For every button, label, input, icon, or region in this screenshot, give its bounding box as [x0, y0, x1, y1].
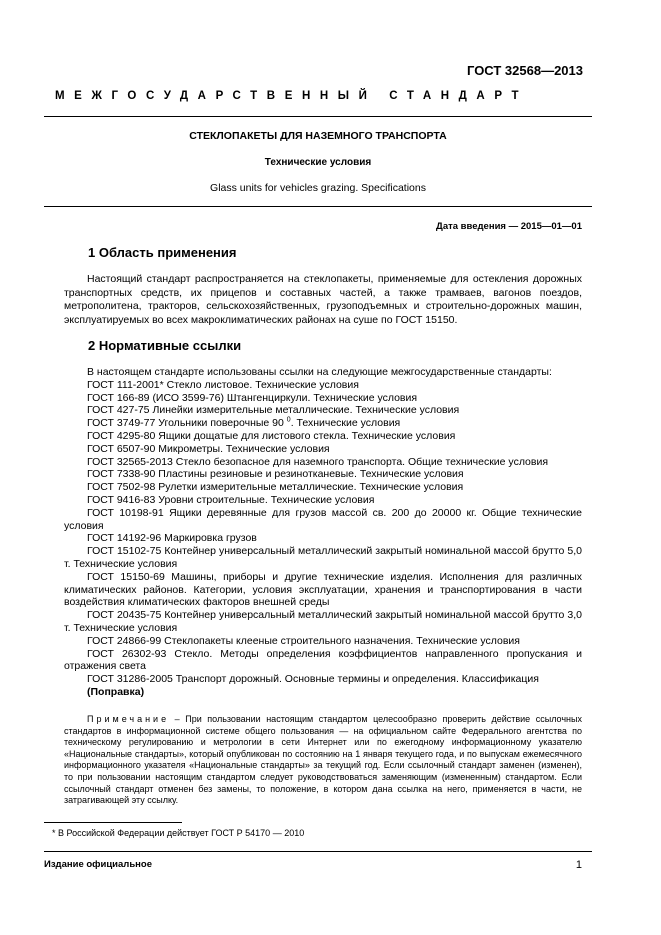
reference-item: ГОСТ 166-89 (ИСО 3599-76) Штангенциркули. Технические условия: [87, 391, 418, 404]
section-2-heading: 2 Нормативные ссылки: [88, 338, 242, 353]
note-block: [64, 714, 582, 807]
reference-item: ГОСТ 6507-90 Микрометры. Технические условия: [87, 442, 330, 455]
standard-kind: МЕЖГОСУДАРСТВЕННЫЙ СТАНДАРТ: [55, 90, 529, 102]
footer-divider: [44, 851, 592, 852]
reference-item: ГОСТ 20435-75 Контейнер универсальный металлический закрытый номинальной массой брутто 3,0 т. Технические условия: [64, 609, 582, 634]
section-1-text: Настоящий стандарт распространяется на стеклопакеты, применяемые для остекления дорожных транспортных средств, их прицепов и составных частей, а также трамваев, вагонов поездов, метрополитена, тракторов, сельскохозяйственных, грузоподъемных и строительно-дорожных машин, эксплуатируемых во всех макроклиматических районах на суше по ГОСТ 15150.: [64, 273, 582, 326]
footnote-divider: [44, 822, 182, 823]
section-1-body: [64, 273, 582, 327]
page-number: 1: [575, 859, 582, 871]
reference-item: ГОСТ 7338-90 Пластины резиновые и резинотканевые. Технические условия: [87, 468, 464, 481]
reference-item-suffix: . Технические условия: [290, 417, 401, 430]
degree-mark: 0: [286, 416, 291, 424]
reference-item: ГОСТ 111-2001* Стекло листовое. Технические условия: [87, 378, 359, 391]
footnote: * В Российской Федерации действует ГОСТ Р 54170 — 2010: [52, 828, 305, 838]
reference-item: ГОСТ 32565-2013 Стекло безопасное для наземного транспорта. Общие технические условия: [87, 455, 549, 468]
reference-item: [64, 417, 582, 430]
introduction-date: Дата введения — 2015—01—01: [436, 221, 582, 232]
reference-item: ГОСТ 9416-83 Уровни строительные. Технические условия: [87, 493, 375, 506]
standard-code: ГОСТ 32568—2013: [467, 63, 583, 78]
references-intro: В настоящем стандарте использованы ссылки на следующие межгосударственные стандарты:: [87, 366, 552, 378]
reference-item: ГОСТ 7502-98 Рулетки измерительные металлические. Технические условия: [87, 481, 464, 494]
reference-item: ГОСТ 4295-80 Ящики дощатые для листового стекла. Технические условия: [87, 429, 456, 442]
title-divider: [44, 206, 592, 207]
document-title: СТЕКЛОПАКЕТЫ ДЛЯ НАЗЕМНОГО ТРАНСПОРТА: [189, 130, 447, 142]
amendment-label: (Поправка): [87, 685, 145, 698]
header-divider: [44, 116, 592, 117]
references-list: [64, 366, 582, 699]
edition-label: Издание официальное: [44, 859, 152, 870]
document-title-english: Glass units for vehicles grazing. Specifications: [210, 182, 426, 194]
reference-item: ГОСТ 15102-75 Контейнер универсальный металлический закрытый номинальной массой брутто 5,0 т. Технические условия: [64, 545, 582, 570]
reference-item: ГОСТ 31286-2005 Транспорт дорожный. Основные термины и определения. Классификация: [87, 673, 539, 686]
reference-item-text: ГОСТ 3749-77 Угольники поверочные 90: [87, 417, 284, 430]
reference-item: ГОСТ 15150-69 Машины, приборы и другие технические изделия. Исполнения для различных климатических районов. Категории, условия эксплуатации, хранения и транспортирования в части воздействия климатических факторов внешней среды: [64, 570, 582, 609]
reference-item: ГОСТ 10198-91 Ящики деревянные для грузов массой св. 200 до 20000 кг. Общие технические условия: [64, 506, 582, 532]
note-text: – При пользовании настоящим стандартом целесообразно проверить действие ссылочных стандартов в информационной системе общего пользования — на официальном сайте Федерального агентства по техническому регулированию и метрологии в сети Интернет или по ежегодному информационному указателю «Национальные стандарты», который опубликован по состоянию на 1 января текущего года, и по выпускам ежемесячного информационного указателя «Национальные стандарты» за текущий год. Если ссылочный стандарт заменен (изменен), то при пользовании настоящим стандартом следует руководствоваться заменяющим (измененным) стандартом. Если ссылочный стандарт отменен без замены, то положение, в котором дана ссылка на него, применяется в части, не затрагивающей эту ссылку.: [64, 714, 582, 806]
reference-item: ГОСТ 24866-99 Стеклопакеты клееные строительного назначения. Технические условия: [87, 634, 520, 647]
note-label: Примечание: [87, 714, 170, 724]
section-1-heading: 1 Область применения: [88, 245, 237, 260]
reference-item: ГОСТ 427-75 Линейки измерительные металлические. Технические условия: [87, 404, 460, 417]
reference-item: ГОСТ 14192-96 Маркировка грузов: [87, 532, 257, 545]
document-subtitle: Технические условия: [264, 157, 372, 168]
reference-item: ГОСТ 26302-93 Стекло. Методы определения коэффициентов направленного пропускания и отражения света: [64, 647, 582, 673]
